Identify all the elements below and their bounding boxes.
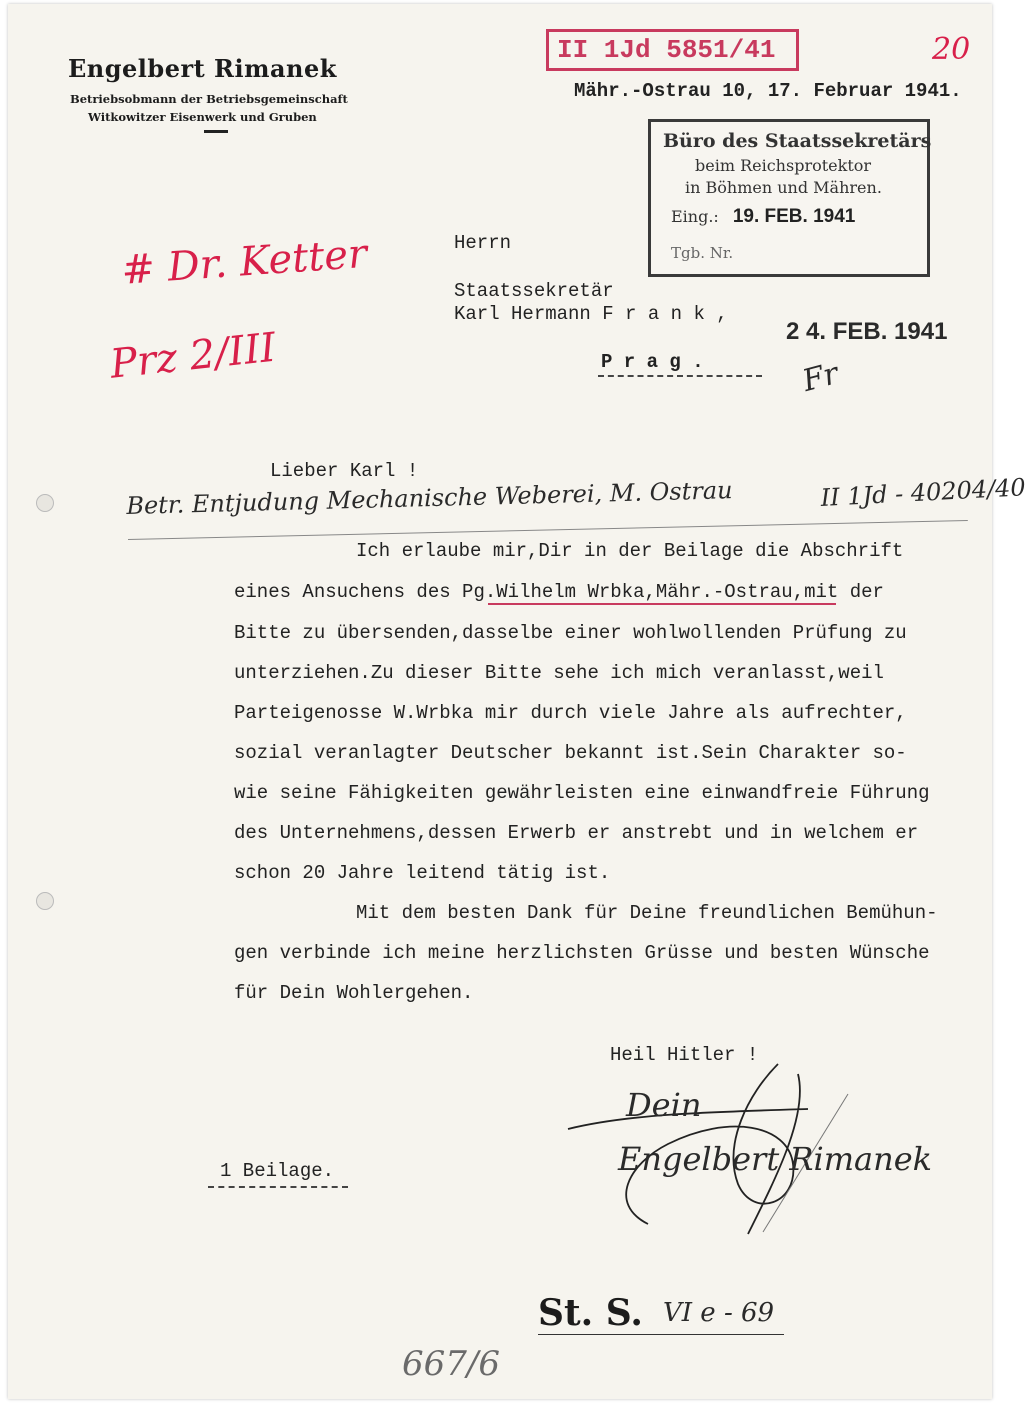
enclosure: 1 Beilage. xyxy=(220,1160,335,1182)
handwritten-subject: Betr. Entjudung Mechanische Weberei, M. Ostrau xyxy=(126,476,733,520)
body-line: des Unternehmens,dessen Erwerb er anstrebt und in welchem er xyxy=(234,822,919,844)
subject-rule xyxy=(128,520,968,540)
recipient-title: Staatssekretär xyxy=(454,280,614,302)
greeting: Lieber Karl ! xyxy=(270,460,419,482)
stamp-received-date: 19. FEB. 1941 xyxy=(732,206,856,227)
letterhead-divider xyxy=(204,130,228,133)
body-line: für Dein Wohlergehen. xyxy=(234,982,474,1004)
filing-mark: St. S. xyxy=(538,1292,643,1334)
signature-dein: Dein xyxy=(626,1086,702,1124)
red-annotation-top: # Dr. Ketter xyxy=(120,230,369,294)
body-line: wie seine Fähigkeiten gewährleisten eine einwandfreie Führung xyxy=(234,782,930,804)
initials-mark: Fr xyxy=(799,356,843,399)
body-line: Ich erlaube mir,Dir in der Beilage die Abschrift xyxy=(356,540,904,562)
body-line: unterziehen.Zu dieser Bitte sehe ich mich veranlasst,weil xyxy=(234,662,884,684)
pencil-number: 667/6 xyxy=(402,1344,500,1384)
stamp-received-label: Eing.: xyxy=(671,207,719,226)
letter-page xyxy=(8,4,1026,1399)
red-annotation-bottom: Prz 2/III xyxy=(108,324,279,388)
body-line: schon 20 Jahre leitend tätig ist. xyxy=(234,862,611,884)
signature-name: Engelbert Rimanek xyxy=(618,1140,933,1178)
reference-stamp: II 1Jd 5851/41 xyxy=(546,29,799,71)
filing-underline xyxy=(538,1334,784,1335)
enclosure-underline xyxy=(208,1186,348,1188)
body-line: gen verbinde ich meine herzlichsten Grüsse und besten Wünsche xyxy=(234,942,930,964)
filing-suffix: VI e - 69 xyxy=(663,1298,775,1328)
body-line: Mit dem besten Dank für Deine freundlichen Bemühun- xyxy=(356,902,938,924)
corner-number: 20 xyxy=(932,32,971,67)
closing: Heil Hitler ! xyxy=(610,1044,759,1066)
body-line: eines Ansuchens des Pg.Wilhelm Wrbka,Mähr.-Ostrau,mit der xyxy=(234,581,884,603)
stamp-journal-label: Tgb. Nr. xyxy=(671,244,734,262)
recipient-salutation: Herrn xyxy=(454,232,512,254)
received-date-stamp: 2 4. FEB. 1941 xyxy=(786,318,948,345)
sender-role: Betriebsobmann der Betriebsgemeinschaft xyxy=(70,92,348,106)
stamp-line-3: in Böhmen und Mähren. xyxy=(685,178,882,197)
stamp-received-row xyxy=(671,206,855,228)
city-underline xyxy=(598,375,762,377)
stamp-line-1: Büro des Staatssekretärs xyxy=(663,130,932,152)
body-line: Parteigenosse W.Wrbka mir durch viele Jahre als aufrechter, xyxy=(234,702,907,724)
sender-name: Engelbert Rimanek xyxy=(68,54,337,83)
body-line: Bitte zu übersenden,dasselbe einer wohlwollenden Prüfung zu xyxy=(234,622,907,644)
name-underline-red xyxy=(488,603,836,605)
recipient-name: Karl Hermann F r a n k , xyxy=(454,303,728,325)
stamp-line-2: beim Reichsprotektor xyxy=(695,156,872,175)
office-receipt-stamp xyxy=(648,119,930,277)
sender-organization: Witkowitzer Eisenwerk und Gruben xyxy=(88,110,317,124)
punch-hole-top xyxy=(36,494,54,512)
recipient-city: P r a g . xyxy=(601,351,704,373)
body-line: sozial veranlagter Deutscher bekannt ist.Sein Charakter so- xyxy=(234,742,907,764)
handwritten-file-number: II 1Jd - 40204/40 xyxy=(820,473,1026,512)
punch-hole-bottom xyxy=(36,892,54,910)
dateline: Mähr.-Ostrau 10, 17. Februar 1941. xyxy=(574,80,962,102)
